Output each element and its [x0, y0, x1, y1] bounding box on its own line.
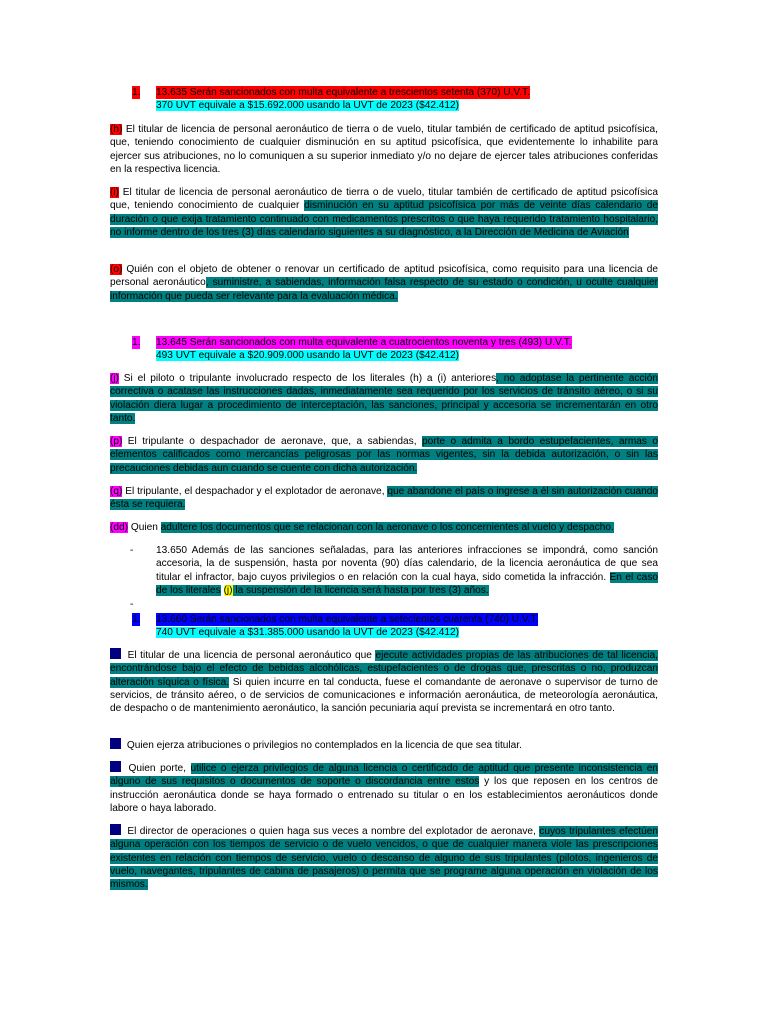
literal-label: (o)	[110, 264, 123, 275]
paragraph-p	[110, 435, 658, 475]
paragraph-o	[110, 263, 658, 303]
paragraph-text: Si el piloto o tripulante involucrado respecto de los literales (h) a (i) anteriores	[119, 373, 497, 384]
navy-label-marker	[110, 738, 121, 749]
navy-label-marker	[110, 761, 121, 772]
highlighted-text: , no adoptase la pertinente acción correctiva o acatase las instrucciones dadas, inmediatamente sea requerido por los servicios de tránsito aéreo, o si su violación diera lugar a procedimiento de interceptación, las sanciones, principal y accesoria se incrementarán en otro tanto.	[110, 373, 658, 424]
paragraph-c	[110, 761, 658, 815]
literal-label: (dd)	[110, 522, 129, 533]
highlighted-text: cuyos tripulantes efectúen alguna operación con los tiempos de servicio o de vuelo vencidos, o que de cualquier manera viole las prescripciones existentes en relación con tiempos de servicio, vuelo o descanso de alguno de sus tripulantes (pilotos, ingenieros de vuelo, navegantes, tripulantes de cabina de pasajeros) o permita que se programe alguna operación en violación de los mismos.	[110, 826, 658, 891]
uvt-equivalence	[156, 99, 459, 112]
paragraph-text: Si quien incurre en tal conducta, fuese el comandante de aeronave o supervisor de turno de servicios, de tránsito aéreo, o de servicios de comunicaciones e información aeronáutica, de meteorología aeronáutica, de despacho o de mantenimiento aeronáutico, la sanción pecuniaria aquí prevista se incrementará en otro tanto.	[110, 676, 658, 715]
highlighted-text: utilice o ejerza privilegios de alguna licencia o certificado de aptitud que presente inconsistencia en alguno de sus requisitos o documentos de soporte o discordancia entre estos	[110, 763, 658, 788]
paragraph-text: Quien	[128, 522, 161, 533]
section-title: 13.635 Serán sancionados con multa equivalente a trescientos setenta (370) U.V.T.	[156, 87, 530, 98]
highlighted-text: porte o admita a bordo estupefacientes, armas o elementos calificados como mercancías peligrosas por las normas vigentes, sin la debida autorización, o sin las precauciones debidas aun cuando se cuente con dicha autorización.	[110, 436, 658, 474]
dash-bullet: -	[130, 599, 134, 610]
uvt-text: 370 UVT equivale a $15.692.000 usando la UVT de 2023 ($42.412)	[156, 100, 460, 111]
paragraph-text: El tripulante o despachador de aeronave, que, a sabiendas,	[122, 436, 422, 447]
paragraph-text: El tripulante, el despachador y el explotador de aeronave,	[122, 486, 388, 497]
paragraph-dd	[110, 521, 658, 534]
literal-label: (j)	[110, 373, 119, 384]
navy-label-marker	[110, 648, 121, 659]
paragraph-text: y los que reposen en los centros de instrucción aeronáutica donde se haya formado o entrenado su titular o en los establecimientos aeronáuticos donde labore o haya laborado.	[110, 776, 658, 814]
highlighted-text: ejecute actividades propias de las atribuciones de tal licencia, encontrándose bajo el efecto de bebidas alcohólicas, estupefacientes o de drogas que, prescritas o no, produzcan alteración síquica o física.	[110, 650, 658, 688]
paragraph-text: Quien porte,	[124, 763, 191, 774]
list-marker: 1.	[132, 614, 141, 625]
uvt-text: 493 UVT equivale a $20.909.000 usando la UVT de 2023 ($42.412)	[156, 350, 460, 361]
navy-label-marker	[110, 824, 121, 835]
highlighted-text: En el caso de los literales	[156, 571, 659, 596]
note-13-650	[130, 544, 658, 600]
literal-label: (q)	[110, 486, 123, 497]
highlighted-text: adultere los documentos que se relacionan con la aeronave o los concernientes al vuelo y despacho.	[160, 522, 614, 533]
paragraph-i	[110, 186, 658, 239]
paragraph-text: 13.650 Además de las sanciones señaladas, para las anteriores infracciones se impondrá, como sanción accesoria, la de suspensión, hasta por noventa (90) días calendario, de la licencia aeronáutica de que sea titular el infractor, bajo cuyos privilegios o en relación con la cual haya, sido cometida la infracción.	[156, 545, 658, 583]
highlighted-text: que abandone el país o ingrese a él sin autorización cuando ésta se requiera.	[110, 486, 658, 511]
highlighted-text: no informe dentro de los tres (3) días calendario siguientes a su diagnóstico, a la Dirección de Medicina de Aviación	[110, 226, 629, 238]
highlighted-text: , suministre, a sabiendas, información falsa respecto de su estado o condición, u oculte cualquier información que pueda ser relevante para la evaluación médica.	[110, 277, 658, 302]
paragraph-d	[110, 824, 658, 891]
uvt-equivalence	[156, 626, 459, 639]
literal-label: (i)	[110, 187, 119, 198]
section-title: 13.660 Serán sancionados con multa equivalente a setecientos cuarenta (740) U.V.T.	[156, 614, 539, 625]
paragraph-text: Quién con el objeto de obtener o renovar un certificado de aptitud psicofísica, como requisito para una licencia de personal aeronáutico	[110, 264, 658, 289]
paragraph-q	[110, 485, 658, 512]
literal-label: (j)	[223, 584, 233, 596]
list-marker: 1.	[132, 337, 141, 348]
dash-bullet: -	[130, 545, 134, 556]
paragraph-text: El titular de una licencia de personal aeronáutico que	[124, 650, 376, 661]
literal-label: (h)	[110, 124, 123, 135]
section-title: 13.645 Serán sancionados con multa equivalente a cuatrocientos noventa y tres (493) U.V.T.	[156, 337, 572, 348]
paragraph-text: El titular de licencia de personal aeronáutico de tierra o de vuelo, titular también de certificado de aptitud psicofísica, que, teniendo conocimiento de cualquier disminución en su aptitud psicofísica, que evidentemente lo inhabilite para ejercer sus atribuciones, no lo comuniquen a su superior inmediato y/o no dejare de ejercer tales atribuciones conferidas en la respectiva licencia.	[110, 124, 658, 175]
note-text	[156, 544, 658, 597]
paragraph-text: El titular de licencia de personal aeronáutico de tierra o de vuelo, titular también de certificado de aptitud psicofísica que, teniendo conocimiento de cualquier	[110, 187, 658, 212]
list-marker: 1.	[132, 87, 141, 98]
paragraph-a	[110, 648, 658, 715]
highlighted-text: la suspensión de la licencia será hasta por tres (3) años.	[232, 584, 489, 596]
paragraph-text: El director de operaciones o quien haga sus veces a nombre del explotador de aeronave,	[124, 826, 540, 837]
highlighted-text: disminución en su aptitud psicofísica por más de veinte días calendario de duración o que exija tratamiento continuado con medicamentos prescritos o que haya requerido tratamiento hospitalario,	[110, 200, 658, 225]
paragraph-text: Quien ejerza atribuciones o privilegios no contemplados en la licencia de que sea titular.	[124, 740, 522, 751]
literal-label: (p)	[110, 436, 123, 447]
uvt-text: 740 UVT equivale a $31.385.000 usando la UVT de 2023 ($42.412)	[156, 627, 460, 638]
uvt-equivalence	[156, 349, 459, 362]
paragraph-h	[110, 123, 658, 176]
paragraph-j	[110, 372, 658, 425]
paragraph-b	[110, 738, 658, 752]
